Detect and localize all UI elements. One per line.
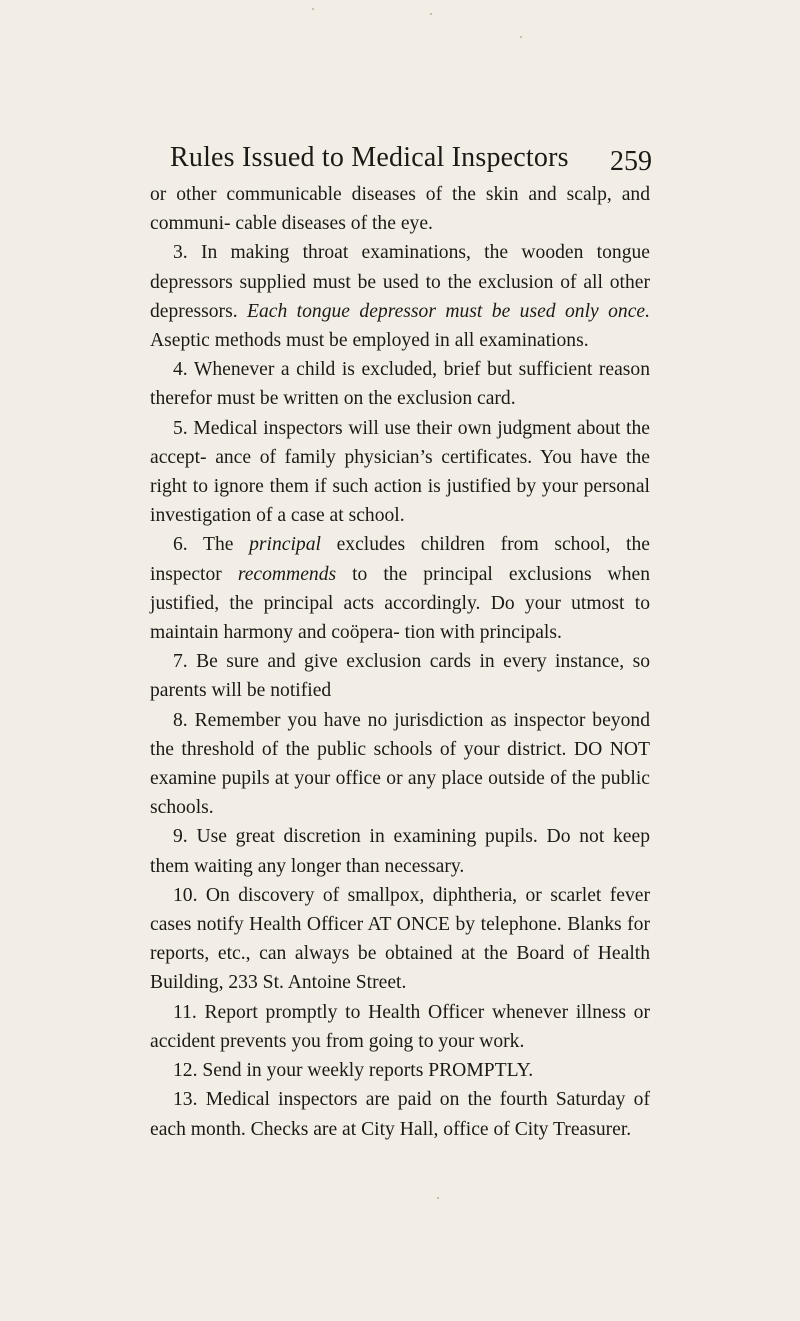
rule-3-text-a: 3. In making throat examinations, the wooden tongue depressors supplied must be used to the exclusion of all other depressors.	[150, 242, 650, 322]
rule-12: 12. Send in your weekly reports PROMPTLY.	[173, 1060, 534, 1082]
paper-speck	[437, 1197, 439, 1199]
rule-10: 10. On discovery of smallpox, diphtheria, or scarlet fever cases notify Health Officer AT ONCE by telephone. Blanks for reports, etc., can always be obtained at the Board of Health Building, 233 St. Antoine Street.	[150, 884, 650, 994]
rule-3	[150, 238, 650, 355]
rule-6-text-c: to the principal exclusions when justified, the principal acts accordingly. Do your utmost to maintain harmony and coöpera- tion with principals.	[150, 563, 650, 644]
rule-3-emphasis: Each tongue depressor must be used only once.	[247, 300, 650, 322]
paper-speck	[430, 13, 432, 15]
continued-paragraph: or other communicable diseases of the skin and scalp, and communi- cable diseases of the eye.	[150, 184, 650, 235]
rule-11: 11. Report promptly to Health Officer whenever illness or accident prevents you from going to your work.	[150, 1001, 650, 1052]
rule-6-text-b: excludes children from school, the inspector	[150, 534, 650, 585]
rule-9: 9. Use great discretion in examining pupils. Do not keep them waiting any longer than necessary.	[150, 826, 650, 877]
running-title: Rules Issued to Medical Inspectors	[170, 142, 569, 173]
rule-6	[150, 530, 650, 647]
rule-6-emphasis-recommends: recommends	[237, 563, 337, 585]
rule-6-emphasis-principal: principal	[249, 534, 321, 556]
page-number: 259	[610, 146, 652, 177]
paper-speck	[312, 8, 314, 10]
page-body	[150, 180, 650, 1144]
rule-3-text-b: Aseptic methods must be employed in all examinations.	[150, 330, 589, 352]
rule-13: 13. Medical inspectors are paid on the fourth Saturday of each month. Checks are at City Hall, office of City Treasurer.	[150, 1089, 650, 1140]
rule-5: 5. Medical inspectors will use their own judgment about the accept- ance of family physician’s certificates. You have the right to ignore them if such action is justified by your personal investigation of a case at school.	[150, 417, 650, 527]
paper-speck	[520, 36, 522, 38]
rule-7: 7. Be sure and give exclusion cards in every instance, so parents will be notified	[150, 651, 650, 702]
rule-4: 4. Whenever a child is excluded, brief but sufficient reason therefor must be written on the exclusion card.	[150, 359, 650, 410]
rule-6-text-a: 6. The	[173, 534, 250, 556]
rule-8: 8. Remember you have no jurisdiction as inspector beyond the threshold of the public schools of your district. DO NOT examine pupils at your office or any place outside of the public schools.	[150, 709, 650, 819]
